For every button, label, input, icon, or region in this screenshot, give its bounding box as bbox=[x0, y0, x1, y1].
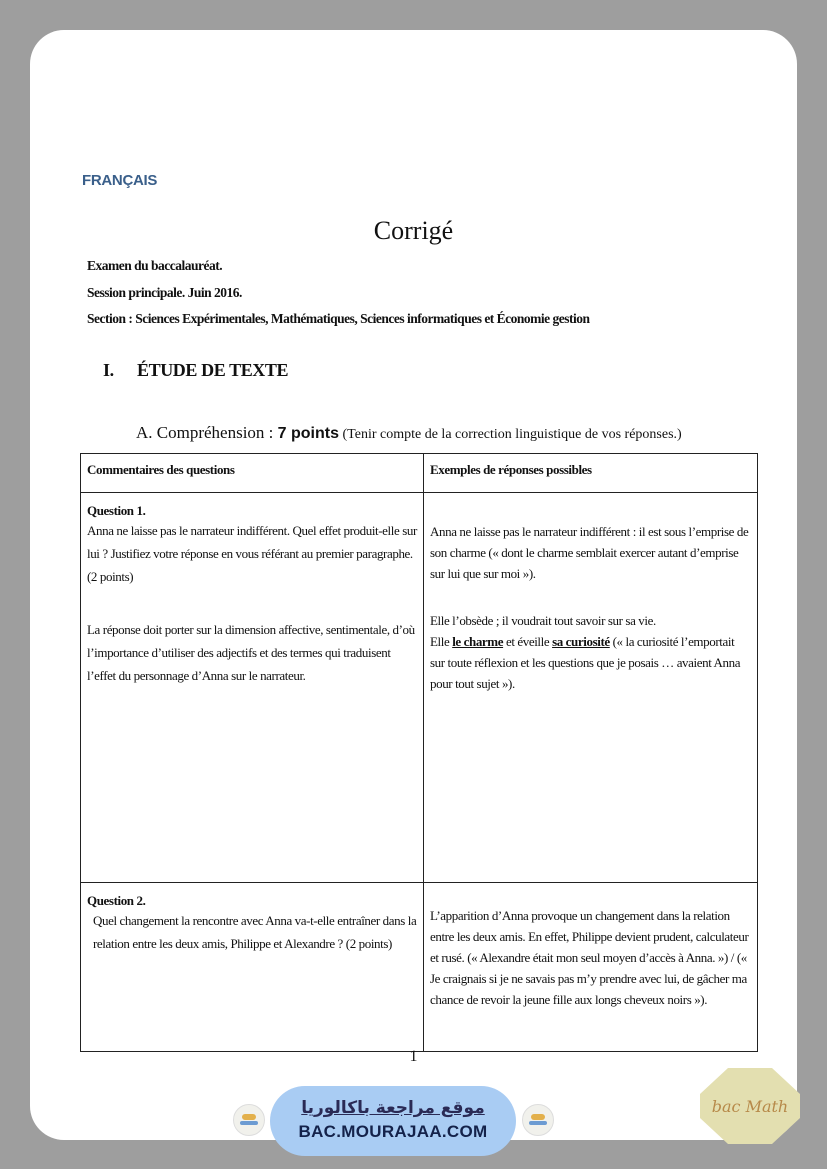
table-header-row bbox=[81, 454, 758, 493]
question-1-title: Question 1. bbox=[87, 503, 146, 518]
column-header-comments: Commentaires des questions bbox=[81, 454, 424, 493]
site-banner[interactable] bbox=[270, 1086, 516, 1156]
question-1-comment: La réponse doit porter sur la dimension affective, sentimentale, d’où l’importance d’utiliser des adjectifs et des termes qui traduisent l’effet du personnage d’Anna sur le narrateur. bbox=[87, 622, 415, 683]
part-title: ÉTUDE DE TEXTE bbox=[137, 360, 289, 380]
part-heading bbox=[103, 360, 288, 381]
exam-line: Examen du baccalauréat. bbox=[87, 258, 223, 273]
answer-1-charm-underlined: le charme bbox=[452, 634, 504, 649]
section-line: Section : Sciences Expérimentales, Mathématiques, Sciences informatiques et Économie gestion bbox=[87, 311, 590, 326]
answer-1-obsession: Elle l’obsède ; il voudrait tout savoir sur sa vie. bbox=[430, 613, 656, 628]
answer-2-text: L’apparition d’Anna provoque un changement dans la relation entre les deux amis. En effet, Philippe devient prudent, calculateur et rusé. (« Alexandre était mon seul moyen d’accès à Anna. ») / (« Je craignais si je ne savais pas m’y prendre avec lui, de gâcher ma chance de revoir la jeune fille aux longs cheveux noirs »). bbox=[430, 908, 749, 1007]
table-row bbox=[81, 493, 758, 883]
subsection-heading bbox=[136, 423, 682, 443]
answer-1-charm-mid: et éveille bbox=[503, 634, 553, 649]
bac-math-logo-icon bbox=[698, 1066, 802, 1146]
question-2-cell bbox=[81, 883, 424, 1052]
answer-1-charm bbox=[430, 631, 751, 694]
correction-table bbox=[80, 453, 758, 1052]
column-header-answers: Exemples de réponses possibles bbox=[424, 454, 758, 493]
answer-1-charm-post: (« la curiosité l’emportait sur toute réflexion et les questions que je posais … avaient Anna pour tout sujet »). bbox=[430, 634, 741, 691]
school-seal-icon bbox=[233, 1104, 265, 1136]
answer-1-charm-pre: Elle bbox=[430, 634, 453, 649]
answer-1-text: Anna ne laisse pas le narrateur indifférent : il est sous l’emprise de son charme (« dont le charme semblait exercer autant d’emprise sur lui que sur moi »). bbox=[430, 524, 749, 581]
question-2-prompt: Quel changement la rencontre avec Anna va-t-elle entraîner dans la relation entre les deux amis, Philippe et Alexandre ? (2 points) bbox=[93, 913, 417, 951]
banner-arabic-title[interactable]: موقع مراجعة باكالوريا bbox=[301, 1098, 485, 1118]
question-1-cell bbox=[81, 493, 424, 883]
answer-2-cell bbox=[424, 883, 758, 1052]
logo-text: bac Math bbox=[711, 1097, 789, 1116]
subject-label: FRANÇAIS bbox=[82, 172, 158, 189]
answer-1-curiosity-underlined: sa curiosité bbox=[552, 634, 610, 649]
question-1-prompt: Anna ne laisse pas le narrateur indifférent. Quel effet produit-elle sur lui ? Justifiez votre réponse en vous référant au premier paragraphe. (2 points) bbox=[87, 523, 417, 584]
subsection-points: 7 points bbox=[277, 425, 339, 442]
page-title: Corrigé bbox=[373, 216, 454, 245]
page-number: 1 bbox=[409, 1048, 418, 1065]
question-2-title: Question 2. bbox=[87, 893, 146, 908]
table-row bbox=[81, 883, 758, 1052]
school-seal-icon bbox=[522, 1104, 554, 1136]
answer-1-cell bbox=[424, 493, 758, 883]
subsection-note: (Tenir compte de la correction linguistique de vos réponses.) bbox=[339, 427, 682, 442]
subsection-label: A. Compréhension : bbox=[136, 423, 278, 442]
part-number: I. bbox=[103, 360, 114, 380]
banner-url[interactable]: BAC.MOURAJAA.COM bbox=[298, 1122, 488, 1141]
session-line: Session principale. Juin 2016. bbox=[87, 285, 242, 300]
